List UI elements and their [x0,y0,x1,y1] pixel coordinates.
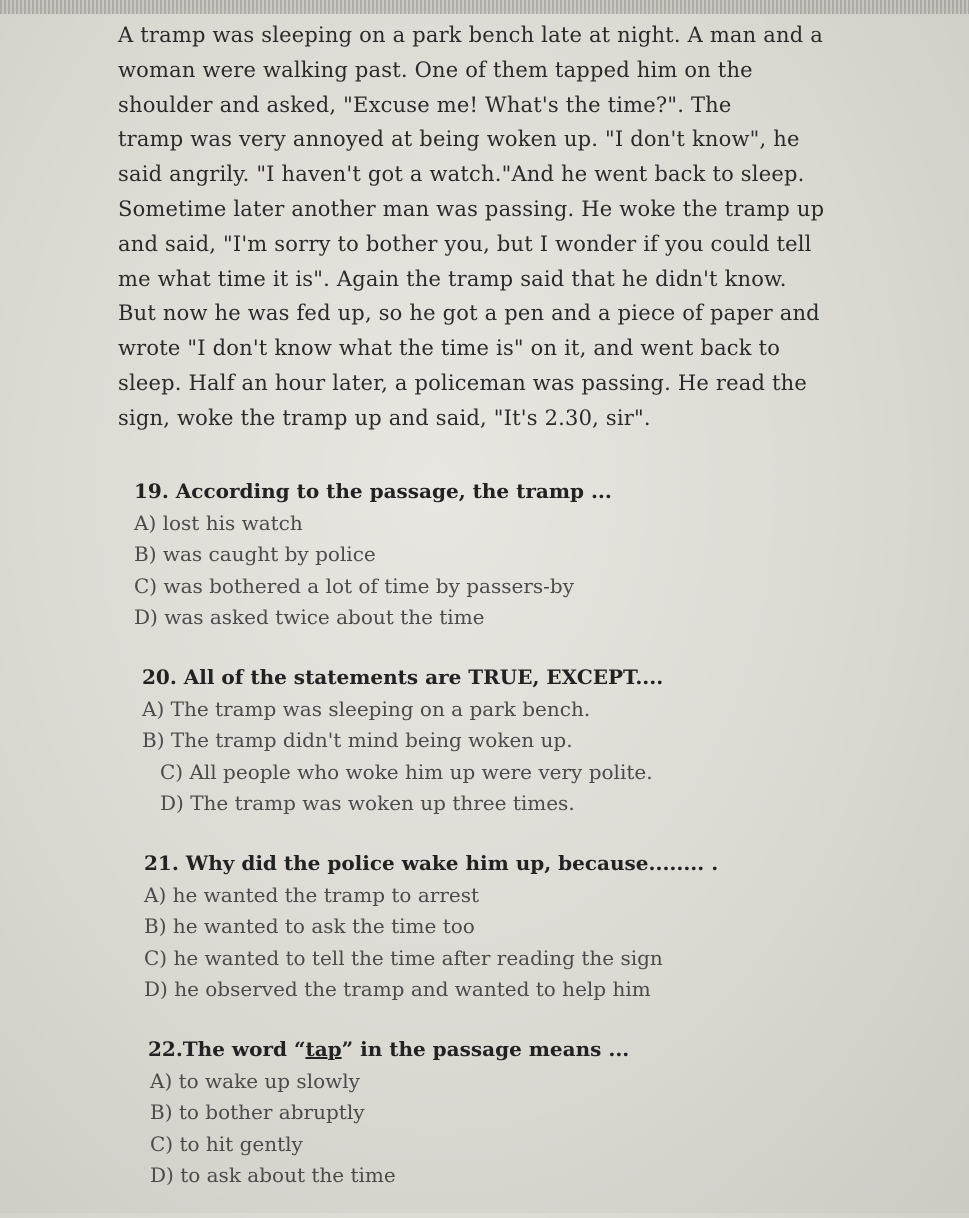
passage-line: shoulder and asked, "Excuse me! What's the time?". The [118,92,732,117]
option-a: A) to wake up slowly [150,1068,360,1093]
reading-passage [118,18,898,436]
passage-line: wrote "I don't know what the time is" on it, and went back to [118,336,781,361]
passage-line: sleep. Half an hour later, a policeman was passing. He read the [118,370,807,395]
question-22 [148,1032,898,1192]
page-top-edge [0,0,969,14]
question-stem-suffix: ” in the passage means ... [341,1036,630,1061]
question-20 [142,660,898,820]
passage-line: But now he was fed up, so he got a pen and a piece of paper and [118,301,820,326]
question-stem: 20. All of the statements are TRUE, EXCEPT.... [142,664,664,689]
option-b: B) The tramp didn't mind being woken up. [142,728,573,753]
question-stem [148,1032,898,1066]
passage-line: woman were walking past. One of them tapped him on the [118,57,753,82]
option-c: C) was bothered a lot of time by passers-by [134,573,575,598]
question-stem: 21. Why did the police wake him up, because........ . [144,850,719,875]
question-stem: 19. According to the passage, the tramp ... [134,478,612,503]
option-a: A) he wanted the tramp to arrest [144,882,480,907]
option-d: D) was asked twice about the time [134,605,485,630]
passage-line: A tramp was sleeping on a park bench late at night. A man and a [118,23,823,47]
question-21 [144,846,898,1006]
highlighted-word: tap [305,1036,342,1061]
passage-line: and said, "I'm sorry to bother you, but I wonder if you could tell [118,231,812,256]
option-d: D) The tramp was woken up three times. [160,791,575,816]
question-stem-prefix: 22.The word “ [148,1036,306,1061]
option-c: C) he wanted to tell the time after reading the sign [144,945,663,970]
passage-line: sign, woke the tramp up and said, "It's 2.30, sir". [118,405,651,430]
option-d: D) he observed the tramp and wanted to help him [144,977,651,1002]
worksheet-page [118,18,898,1218]
option-a: A) lost his watch [134,510,303,535]
option-a: A) The tramp was sleeping on a park bench. [142,696,591,721]
passage-line: Sometime later another man was passing. He woke the tramp up [118,196,825,221]
option-b: B) to bother abruptly [150,1100,365,1125]
option-b: B) was caught by police [134,542,376,567]
option-c: C) to hit gently [150,1131,303,1156]
passage-line: said angrily. "I haven't got a watch."And he went back to sleep. [118,162,805,187]
option-b: B) he wanted to ask the time too [144,914,475,939]
passage-line: tramp was very annoyed at being woken up. "I don't know", he [118,127,800,152]
option-d: D) to ask about the time [150,1163,396,1188]
question-19 [134,474,898,634]
option-c: C) All people who woke him up were very polite. [160,759,653,784]
passage-line: me what time it is". Again the tramp said that he didn't know. [118,266,787,291]
